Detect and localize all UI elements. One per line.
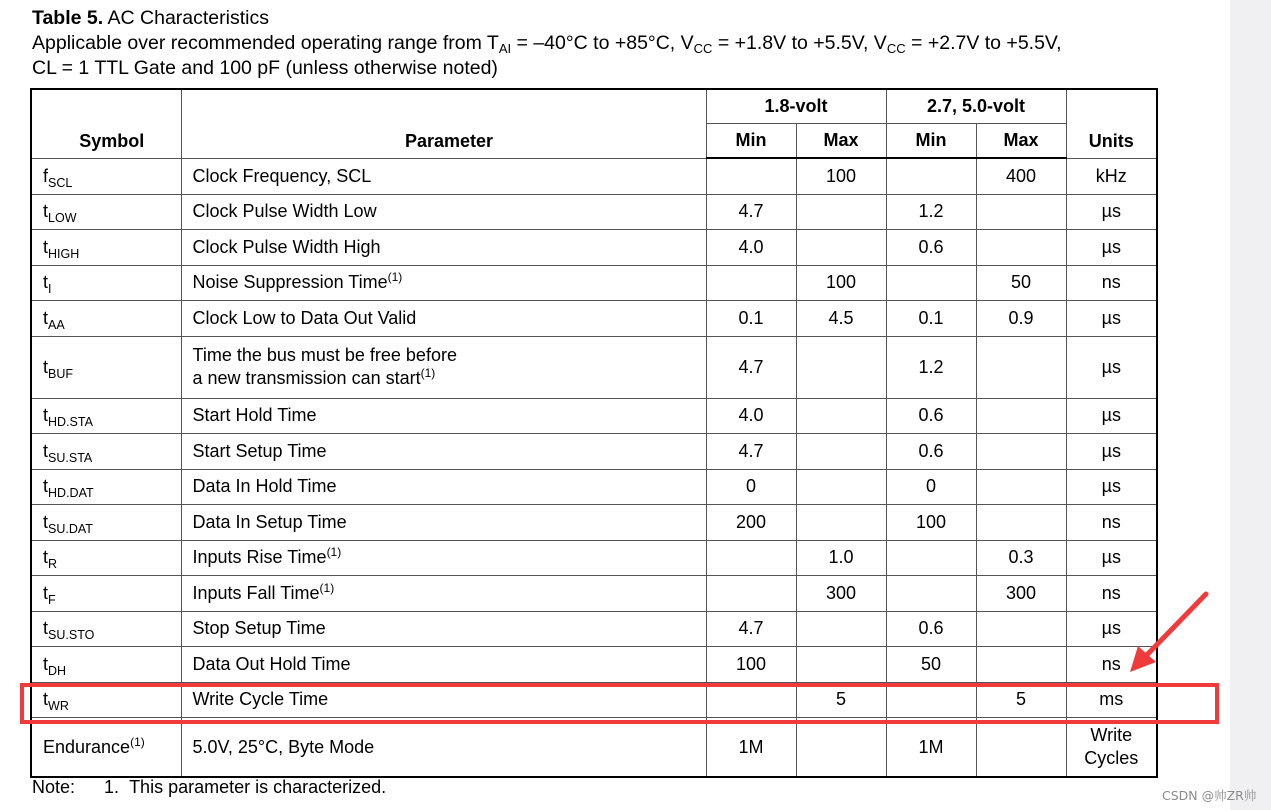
parameter-cell: Stop Setup Time — [181, 611, 706, 647]
min-1.8v-cell: 4.7 — [706, 194, 796, 230]
footnote-ref: (1) — [326, 545, 342, 560]
symbol-cell: Endurance$^{(1)}$ — [31, 718, 181, 778]
max-2.7v-cell: 300 — [976, 576, 1066, 612]
note-number: 1. — [104, 777, 120, 797]
min-2.7v-cell — [886, 158, 976, 194]
units-cell: µs — [1066, 469, 1157, 505]
min-1.8v-cell: 4.7 — [706, 434, 796, 470]
symbol-cell: $t_{SU.STA}$ — [31, 434, 181, 470]
table-row — [31, 301, 1157, 337]
symbol-cell: $t_R$ — [31, 540, 181, 576]
parameter-cell: Inputs Fall Time$^{(1)}$ — [181, 576, 706, 612]
units-cell: ns — [1066, 647, 1157, 683]
table-row — [31, 611, 1157, 647]
table-row — [31, 230, 1157, 266]
symbol-cell: $t_{WR}$ — [31, 682, 181, 718]
units-cell: µs — [1066, 540, 1157, 576]
parameter-cell: Clock Low to Data Out Valid — [181, 301, 706, 337]
units-cell: ns — [1066, 505, 1157, 541]
symbol-cell: $f_{SCL}$ — [31, 158, 181, 194]
caption-load-line: CL = 1 TTL Gate and 100 pF (unless otherwise noted) — [32, 57, 498, 79]
red-arrow-icon — [1120, 590, 1220, 680]
min-2.7v-cell — [886, 576, 976, 612]
note-text: This parameter is characterized. — [129, 777, 387, 797]
table-row — [31, 434, 1157, 470]
max-1.8v-cell — [796, 230, 886, 266]
units-cell: ns — [1066, 265, 1157, 301]
symbol-cell: $t_I$ — [31, 265, 181, 301]
max-1.8v-cell: 4.5 — [796, 301, 886, 337]
header-group-2.7-5.0v: 2.7, 5.0-volt — [886, 89, 1066, 124]
symbol-cell: $t_{HD.STA}$ — [31, 398, 181, 434]
parameter-cell: Data In Hold Time — [181, 469, 706, 505]
max-1.8v-cell: 100 — [796, 158, 886, 194]
highlight-box-write-cycle-time — [20, 683, 1219, 724]
ac-characteristics-table — [30, 88, 1158, 778]
min-2.7v-cell: 1.2 — [886, 194, 976, 230]
table-row — [31, 194, 1157, 230]
parameter-cell: Clock Frequency, SCL — [181, 158, 706, 194]
max-2.7v-cell: 50 — [976, 265, 1066, 301]
table-footnote — [32, 777, 386, 798]
min-2.7v-cell — [886, 265, 976, 301]
header-min-2.7v: Min — [886, 124, 976, 159]
min-2.7v-cell: 0 — [886, 469, 976, 505]
symbol-cell: $t_{DH}$ — [31, 647, 181, 683]
max-1.8v-cell: 100 — [796, 265, 886, 301]
max-1.8v-cell — [796, 611, 886, 647]
units-cell: µs — [1066, 434, 1157, 470]
units-cell: µs — [1066, 611, 1157, 647]
min-1.8v-cell — [706, 540, 796, 576]
table-row — [31, 158, 1157, 194]
max-2.7v-cell — [976, 230, 1066, 266]
min-1.8v-cell: 4.0 — [706, 398, 796, 434]
table-row — [31, 398, 1157, 434]
max-1.8v-cell — [796, 469, 886, 505]
max-2.7v-cell: 400 — [976, 158, 1066, 194]
footnote-ref: (1) — [130, 734, 145, 749]
table-row — [31, 540, 1157, 576]
max-2.7v-cell — [976, 647, 1066, 683]
parameter-cell: Inputs Rise Time$^{(1)}$ — [181, 540, 706, 576]
symbol-cell: $t_{SU.STO}$ — [31, 611, 181, 647]
max-1.8v-cell — [796, 434, 886, 470]
max-2.7v-cell — [976, 611, 1066, 647]
symbol-cell: $t_{SU.DAT}$ — [31, 505, 181, 541]
page-scroll-gutter — [1230, 0, 1271, 810]
table-row-endurance — [31, 718, 1157, 778]
table-row — [31, 265, 1157, 301]
header-group-1.8v: 1.8-volt — [706, 89, 886, 124]
min-2.7v-cell: 0.6 — [886, 398, 976, 434]
symbol-cell: $t_F$ — [31, 576, 181, 612]
units-cell: µs — [1066, 398, 1157, 434]
header-symbol: Symbol — [31, 89, 181, 158]
max-2.7v-cell — [976, 336, 1066, 398]
max-1.8v-cell: 1.0 — [796, 540, 886, 576]
min-1.8v-cell — [706, 576, 796, 612]
max-2.7v-cell — [976, 434, 1066, 470]
units-cell: Write Cycles — [1066, 718, 1157, 778]
footnote-ref: (1) — [319, 580, 335, 595]
table-caption — [32, 6, 1062, 81]
min-2.7v-cell: 100 — [886, 505, 976, 541]
symbol-cell: $t_{BUF}$ — [31, 336, 181, 398]
header-max-2.7v: Max — [976, 124, 1066, 159]
caption-title-line — [32, 6, 1062, 31]
max-2.7v-cell — [976, 194, 1066, 230]
footnote-ref: (1) — [387, 270, 403, 285]
symbol-cell: $t_{HIGH}$ — [31, 230, 181, 266]
units-cell: ms — [1066, 682, 1157, 718]
header-min-1.8v: Min — [706, 124, 796, 159]
min-1.8v-cell: 4.7 — [706, 611, 796, 647]
parameter-cell: Data Out Hold Time — [181, 647, 706, 683]
max-1.8v-cell — [796, 336, 886, 398]
parameter-cell: Time the bus must be free before a new transmission can start$^{(1)}$ — [181, 336, 706, 398]
symbol-cell: $t_{AA}$ — [31, 301, 181, 337]
min-1.8v-cell — [706, 265, 796, 301]
max-2.7v-cell: 0.3 — [976, 540, 1066, 576]
units-cell: ns — [1066, 576, 1157, 612]
header-row-groups — [31, 89, 1157, 124]
min-2.7v-cell: 0.1 — [886, 301, 976, 337]
max-2.7v-cell — [976, 398, 1066, 434]
min-1.8v-cell: 0.1 — [706, 301, 796, 337]
max-1.8v-cell — [796, 398, 886, 434]
watermark: CSDN @帅ZR帅 — [1162, 788, 1257, 803]
table-row — [31, 336, 1157, 398]
max-1.8v-cell — [796, 505, 886, 541]
max-1.8v-cell — [796, 194, 886, 230]
parameter-cell: Start Setup Time — [181, 434, 706, 470]
caption-conditions-line: Applicable over recommended operating range from $T_{AI} = -40^\circ C$ to +85°C, $V_{CC} = +1.8V$ to +5.5V, $V_{CC} = +2.7V$ to +5.5V, — [32, 32, 1062, 56]
max-1.8v-cell — [796, 647, 886, 683]
min-1.8v-cell: 1M — [706, 718, 796, 778]
max-2.7v-cell — [976, 469, 1066, 505]
min-2.7v-cell: 0.6 — [886, 434, 976, 470]
parameter-cell: Clock Pulse Width High — [181, 230, 706, 266]
max-1.8v-cell: 5 — [796, 682, 886, 718]
min-2.7v-cell: 0.6 — [886, 230, 976, 266]
symbol-cell: $t_{LOW}$ — [31, 194, 181, 230]
max-2.7v-cell: 0.9 — [976, 301, 1066, 337]
parameter-cell: Start Hold Time — [181, 398, 706, 434]
parameter-cell: Data In Setup Time — [181, 505, 706, 541]
note-label: Note: — [32, 777, 76, 797]
table-number: Table 5. — [32, 7, 104, 29]
table-row — [31, 647, 1157, 683]
units-cell: kHz — [1066, 158, 1157, 194]
parameter-cell: 5.0V, 25°C, Byte Mode — [181, 718, 706, 778]
min-2.7v-cell — [886, 540, 976, 576]
units-cell: µs — [1066, 336, 1157, 398]
symbol-cell: $t_{HD.DAT}$ — [31, 469, 181, 505]
footnote-ref: (1) — [420, 366, 436, 380]
min-2.7v-cell: 1M — [886, 718, 976, 778]
max-2.7v-cell: 5 — [976, 682, 1066, 718]
table-row — [31, 576, 1157, 612]
min-2.7v-cell: 50 — [886, 647, 976, 683]
min-2.7v-cell: 0.6 — [886, 611, 976, 647]
max-2.7v-cell — [976, 718, 1066, 778]
table-row — [31, 469, 1157, 505]
min-1.8v-cell: 100 — [706, 647, 796, 683]
min-1.8v-cell: 200 — [706, 505, 796, 541]
min-1.8v-cell — [706, 158, 796, 194]
header-parameter: Parameter — [181, 89, 706, 158]
min-1.8v-cell: 4.0 — [706, 230, 796, 266]
min-1.8v-cell: 4.7 — [706, 336, 796, 398]
parameter-cell: Write Cycle Time — [181, 682, 706, 718]
parameter-cell: Noise Suppression Time$^{(1)}$ — [181, 265, 706, 301]
table-row — [31, 505, 1157, 541]
min-1.8v-cell: 0 — [706, 469, 796, 505]
header-max-1.8v: Max — [796, 124, 886, 159]
table-title: AC Characteristics — [107, 7, 269, 29]
header-units: Units — [1066, 89, 1157, 158]
max-2.7v-cell — [976, 505, 1066, 541]
parameter-cell: Clock Pulse Width Low — [181, 194, 706, 230]
units-cell: µs — [1066, 194, 1157, 230]
min-2.7v-cell: 1.2 — [886, 336, 976, 398]
max-1.8v-cell: 300 — [796, 576, 886, 612]
units-cell: µs — [1066, 230, 1157, 266]
max-1.8v-cell — [796, 718, 886, 778]
units-cell: µs — [1066, 301, 1157, 337]
